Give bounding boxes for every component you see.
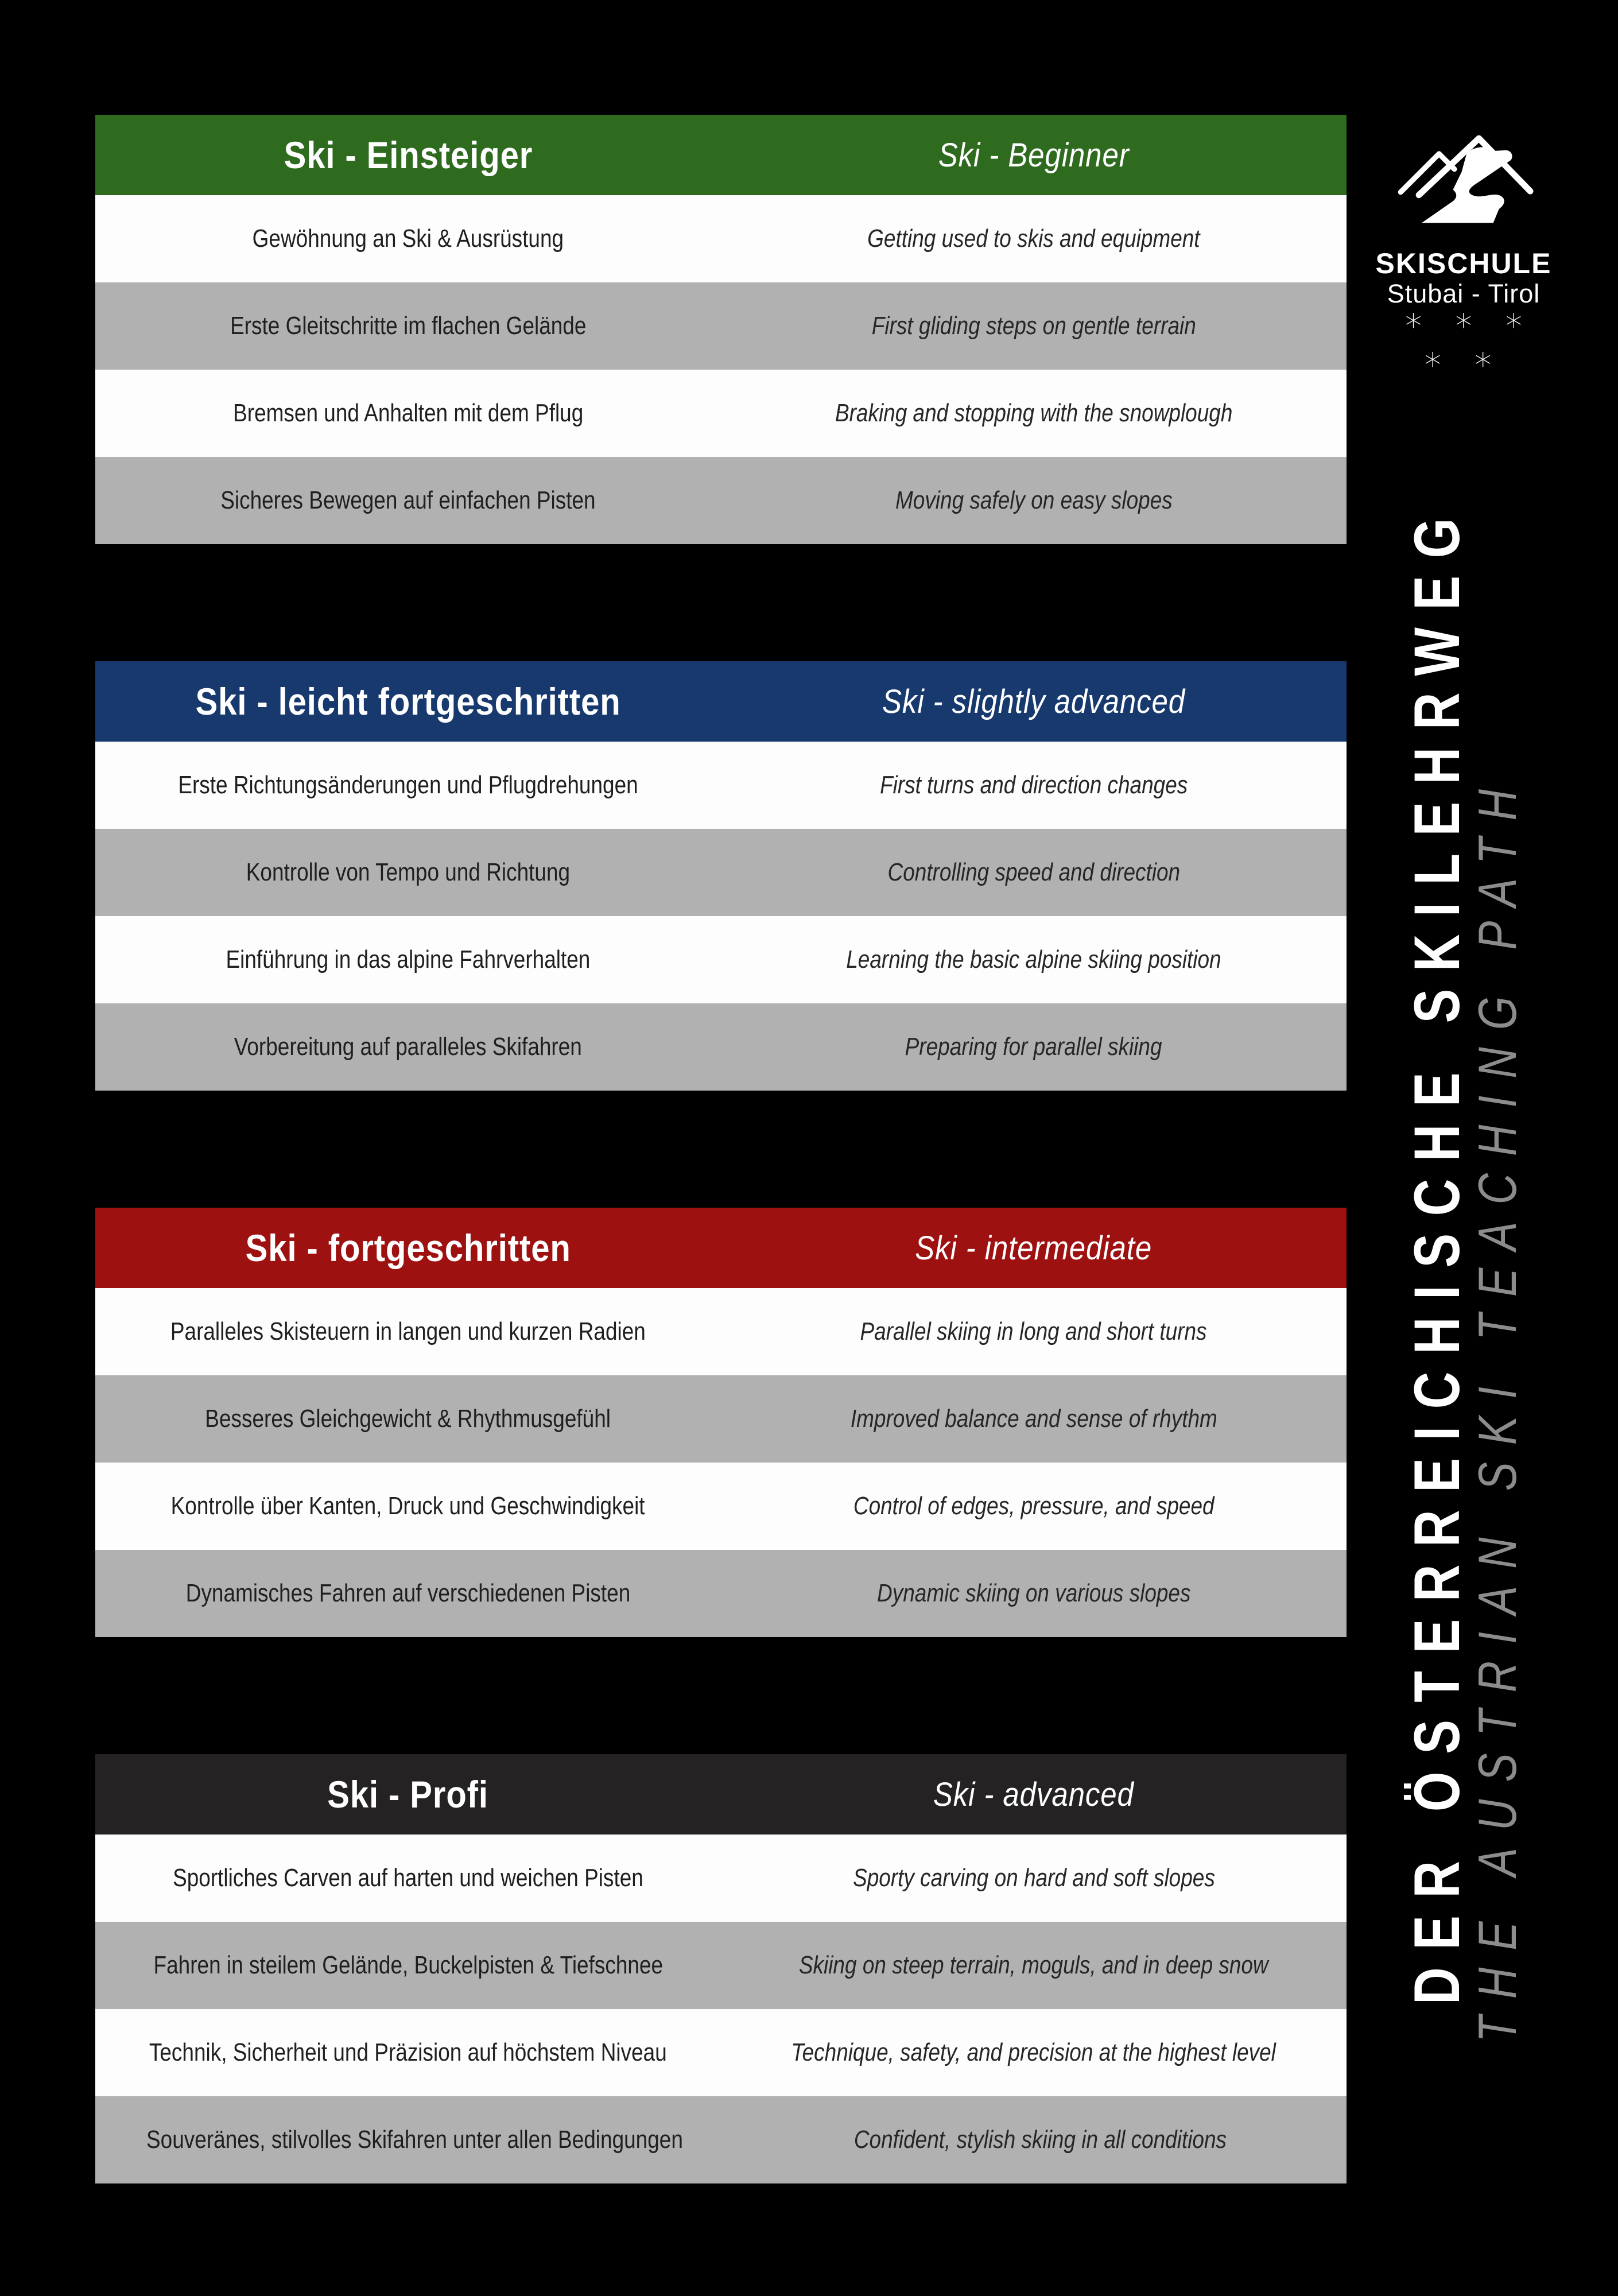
brand-name: SKISCHULE (1375, 247, 1552, 280)
row-text-german: Dynamisches Fahren auf verschiedenen Pisten (185, 1579, 631, 1607)
level-table-slightly-advanced (95, 661, 1347, 1091)
row-text-german: Sicheres Bewegen auf einfachen Pisten (220, 486, 596, 514)
row-text-english: Control of edges, pressure, and speed (853, 1492, 1215, 1520)
row-text-english: First turns and direction changes (879, 771, 1188, 799)
table-row (95, 1835, 1347, 1922)
level-title-english: Ski - intermediate (915, 1229, 1153, 1267)
table-row (95, 742, 1347, 829)
row-text-german: Kontrolle über Kanten, Druck und Geschwindigkeit (171, 1492, 645, 1520)
brand-subtitle: Stubai - Tirol (1387, 279, 1541, 308)
skischule-mountain-logo (1386, 124, 1540, 230)
table-row (95, 1288, 1347, 1375)
row-text-english: First gliding steps on gentle terrain (871, 312, 1196, 340)
table-row (95, 1463, 1347, 1550)
level-header-slightly-advanced (95, 661, 1347, 742)
five-stars-rating: * * * * * (1405, 307, 1534, 385)
row-text-german: Besseres Gleichgewicht & Rhythmusgefühl (205, 1405, 611, 1433)
level-title-english: Ski - Beginner (938, 136, 1130, 174)
table-row (95, 916, 1347, 1003)
row-text-german: Technik, Sicherheit und Präzision auf höchstem Niveau (149, 2038, 667, 2066)
level-title-english: Ski - slightly advanced (882, 682, 1186, 720)
row-text-german: Einführung in das alpine Fahrverhalten (226, 945, 591, 974)
level-title-english: Ski - advanced (933, 1775, 1134, 1813)
row-text-english: Getting used to skis and equipment (867, 224, 1200, 253)
level-table-advanced (95, 1754, 1347, 2183)
table-row (95, 1550, 1347, 1637)
row-text-english: Moving safely on easy slopes (895, 486, 1173, 514)
level-header-beginner (95, 115, 1347, 195)
table-row (95, 829, 1347, 916)
table-row (95, 370, 1347, 457)
row-text-english: Improved balance and sense of rhythm (850, 1405, 1217, 1433)
table-row (95, 1922, 1347, 2009)
row-text-german: Fahren in steilem Gelände, Buckelpisten & Tiefschnee (153, 1951, 663, 1979)
side-title-german-vertical: DER ÖSTERREICHISCHE SKILEHRWEG (1401, 501, 1473, 2004)
row-text-english: Skiing on steep terrain, moguls, and in deep snow (799, 1951, 1268, 1979)
row-text-german: Vorbereitung auf paralleles Skifahren (234, 1033, 583, 1061)
row-text-english: Braking and stopping with the snowplough (835, 399, 1233, 427)
row-text-english: Learning the basic alpine skiing position (846, 945, 1221, 974)
level-table-beginner (95, 115, 1347, 544)
level-header-intermediate (95, 1208, 1347, 1288)
level-title-german: Ski - fortgeschritten (245, 1227, 571, 1269)
table-row (95, 282, 1347, 370)
row-text-german: Kontrolle von Tempo und Richtung (246, 858, 571, 886)
row-text-german: Bremsen und Anhalten mit dem Pflug (232, 399, 584, 427)
table-row (95, 195, 1347, 282)
level-table-intermediate (95, 1208, 1347, 1637)
table-row (95, 1003, 1347, 1091)
row-text-english: Sporty carving on hard and soft slopes (852, 1864, 1215, 1892)
table-row (95, 2096, 1347, 2183)
row-text-german: Paralleles Skisteuern in langen und kurzen Radien (170, 1317, 646, 1345)
row-text-english: Confident, stylish skiing in all conditions (853, 2126, 1227, 2154)
table-row (95, 1375, 1347, 1463)
level-header-advanced (95, 1754, 1347, 1835)
row-text-english: Dynamic skiing on various slopes (876, 1579, 1191, 1607)
side-title-english-vertical: THE AUSTRIAN SKI TEACHING PATH (1467, 772, 1527, 2043)
row-text-german: Erste Gleitschritte im flachen Gelände (230, 312, 587, 340)
row-text-english: Preparing for parallel skiing (905, 1033, 1162, 1061)
level-title-german: Ski - Einsteiger (284, 134, 533, 176)
row-text-english: Controlling speed and direction (887, 858, 1180, 886)
level-title-german: Ski - leicht fortgeschritten (195, 680, 621, 723)
level-title-german: Ski - Profi (327, 1773, 489, 1816)
row-text-german: Sportliches Carven auf harten und weichen Pisten (173, 1864, 643, 1892)
table-row (95, 457, 1347, 544)
row-text-german: Gewöhnung an Ski & Ausrüstung (252, 224, 564, 253)
table-row (95, 2009, 1347, 2096)
row-text-english: Technique, safety, and precision at the highest level (791, 2038, 1276, 2066)
row-text-german: Souveränes, stilvolles Skifahren unter allen Bedingungen (146, 2126, 683, 2154)
row-text-german: Erste Richtungsänderungen und Pflugdrehungen (178, 771, 638, 799)
row-text-english: Parallel skiing in long and short turns (860, 1317, 1208, 1345)
